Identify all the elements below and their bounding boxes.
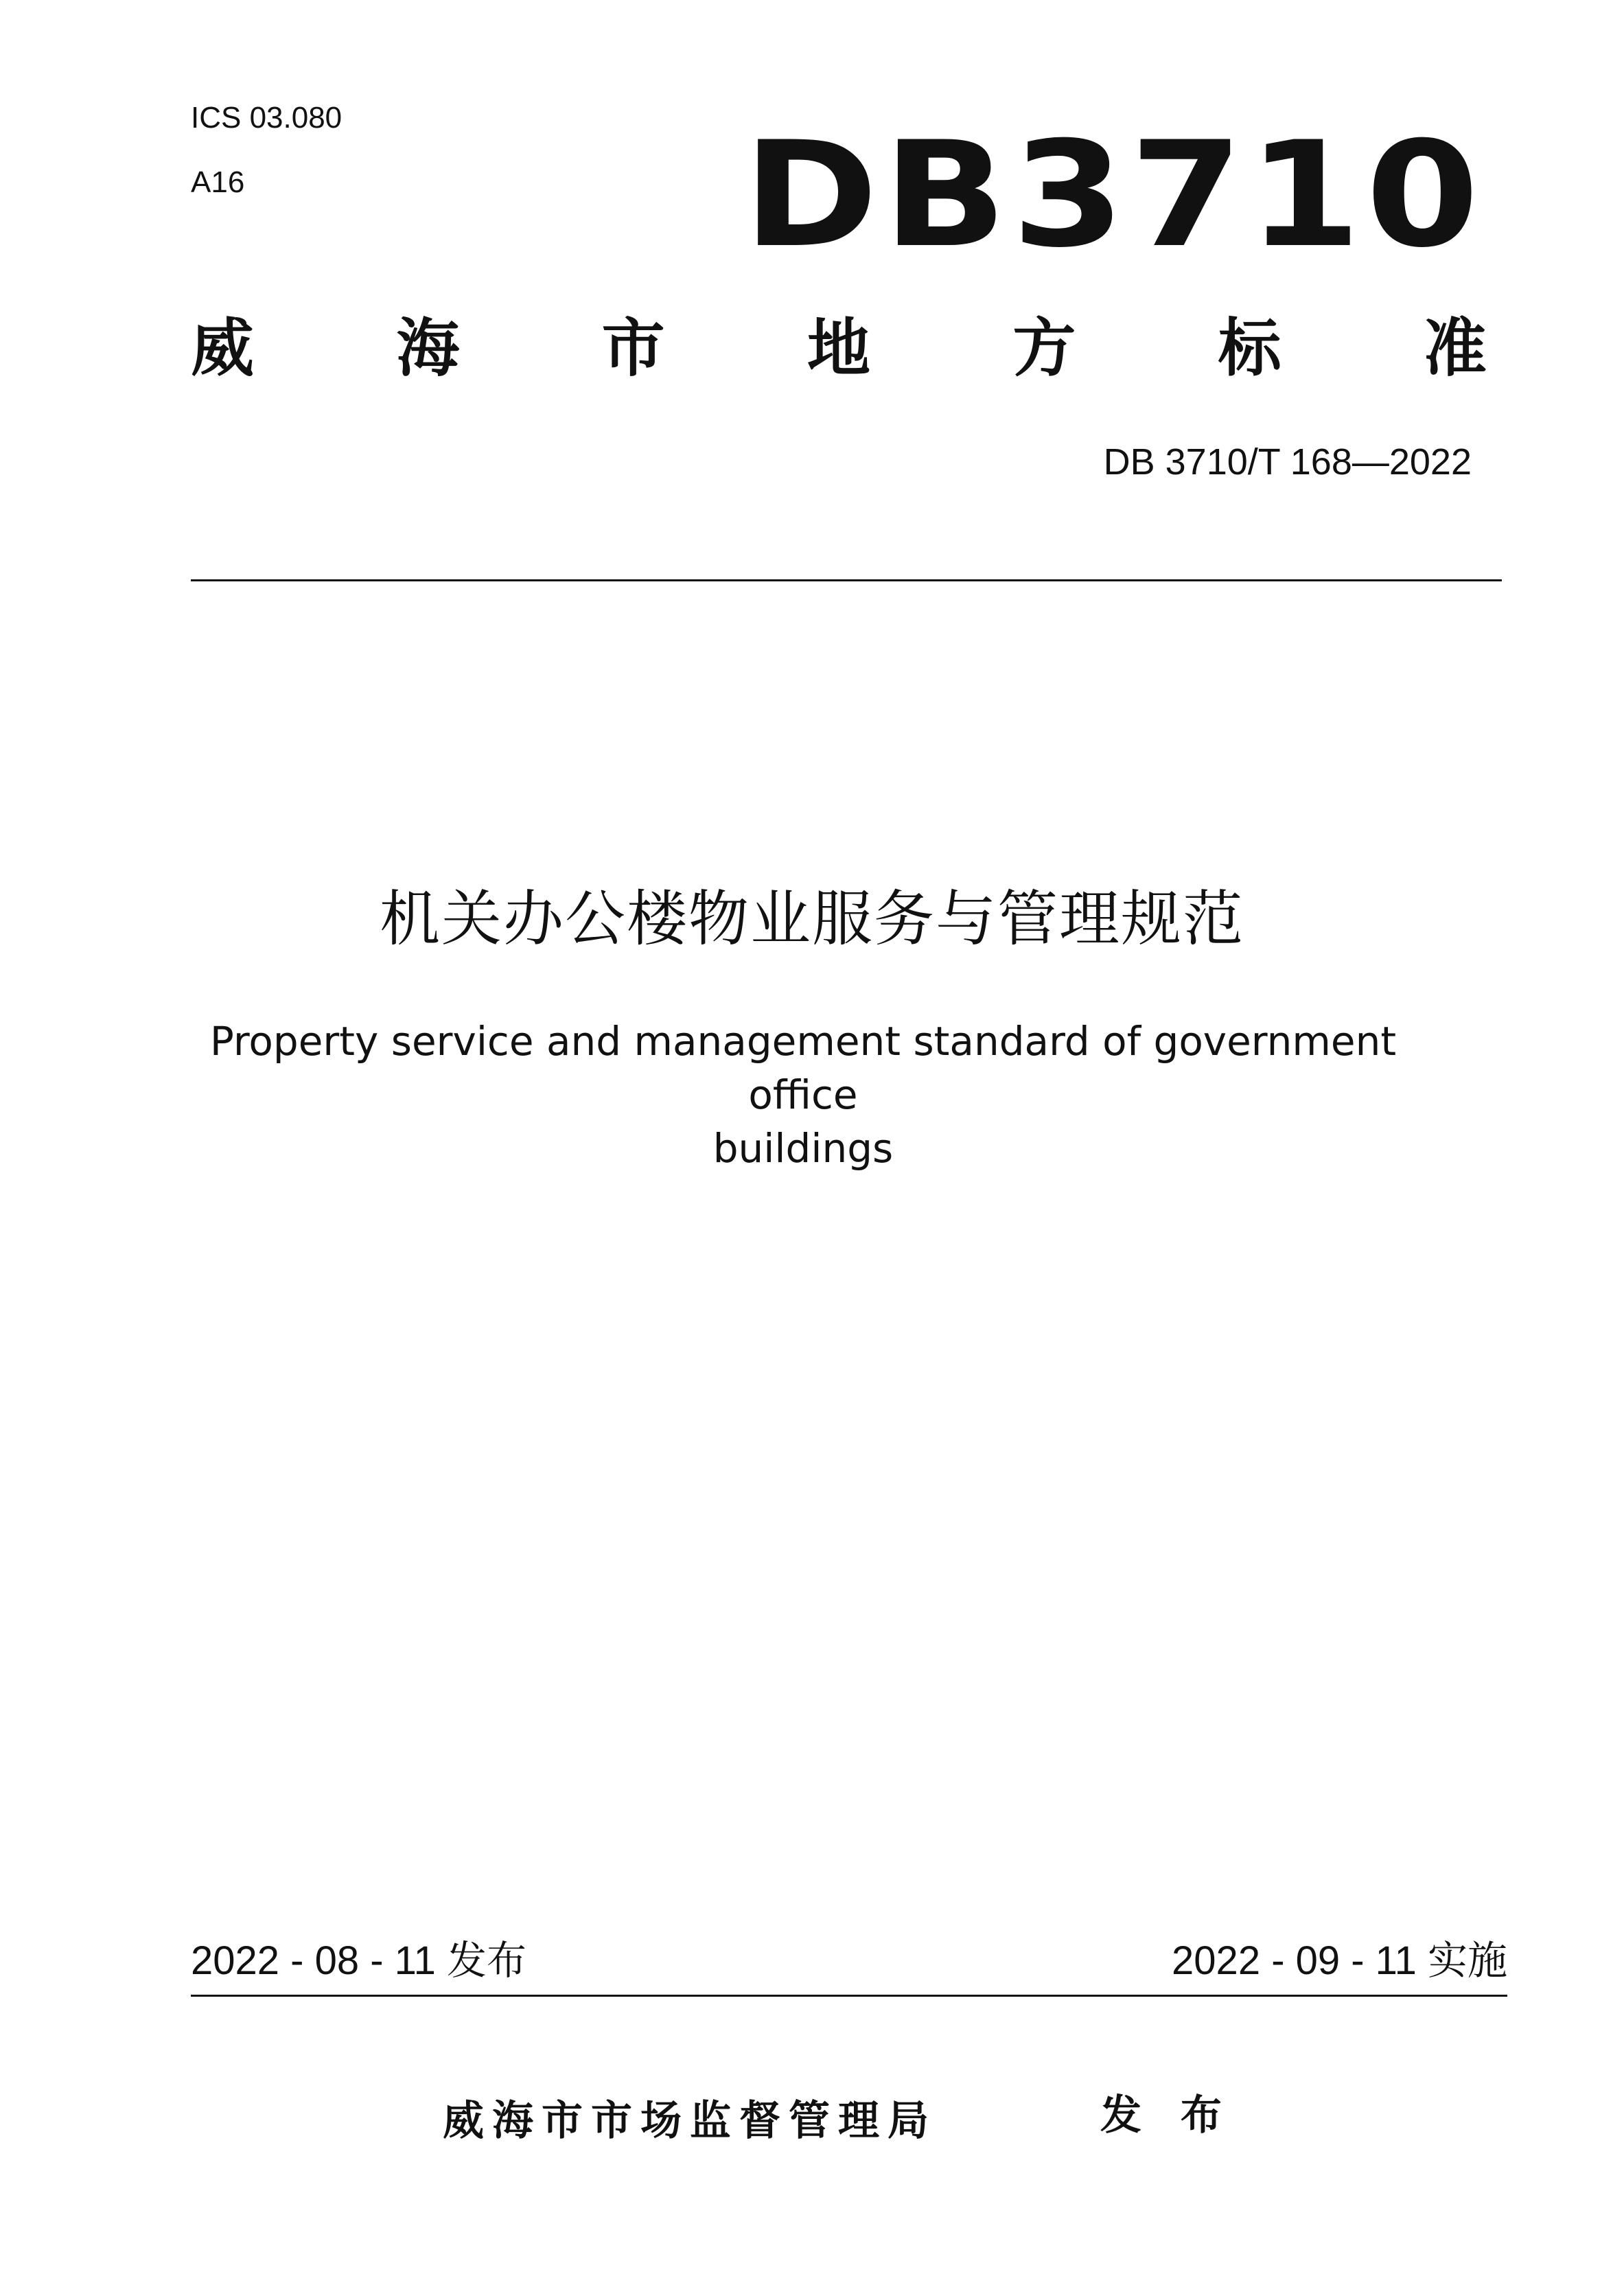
document-title-chinese: 机关办公楼物业服务与管理规范 bbox=[379, 883, 1244, 954]
publish-label: 发 布 bbox=[1100, 2091, 1234, 2140]
local-standard-char: 标 bbox=[1218, 312, 1281, 385]
issuing-authority: 威海市市场监督管理局 bbox=[443, 2097, 937, 2145]
implementation-date: 2022 - 09 - 11 实施 bbox=[1172, 1938, 1507, 1983]
standard-number: DB 3710/T 168—2022 bbox=[1103, 441, 1472, 483]
standard-code-large: DB3710 bbox=[743, 110, 1484, 279]
local-standard-heading bbox=[191, 312, 1487, 385]
document-title-english-line-1: Property service and management standard of government office bbox=[209, 1018, 1397, 1118]
local-standard-char: 市 bbox=[601, 312, 665, 385]
ics-code: ICS 03.080 bbox=[191, 101, 343, 135]
local-standard-char: 海 bbox=[396, 312, 460, 385]
document-title-english bbox=[158, 1014, 1448, 1175]
ccs-code: A16 bbox=[191, 165, 245, 199]
date-divider bbox=[191, 1995, 1507, 1997]
document-title-english-line-2: buildings bbox=[712, 1125, 894, 1172]
local-standard-char: 准 bbox=[1423, 312, 1487, 385]
local-standard-char: 地 bbox=[807, 312, 870, 385]
issue-date: 2022 - 08 - 11 发布 bbox=[191, 1938, 526, 1983]
local-standard-char: 威 bbox=[191, 312, 255, 385]
header-divider bbox=[191, 579, 1502, 581]
local-standard-char: 方 bbox=[1012, 312, 1076, 385]
